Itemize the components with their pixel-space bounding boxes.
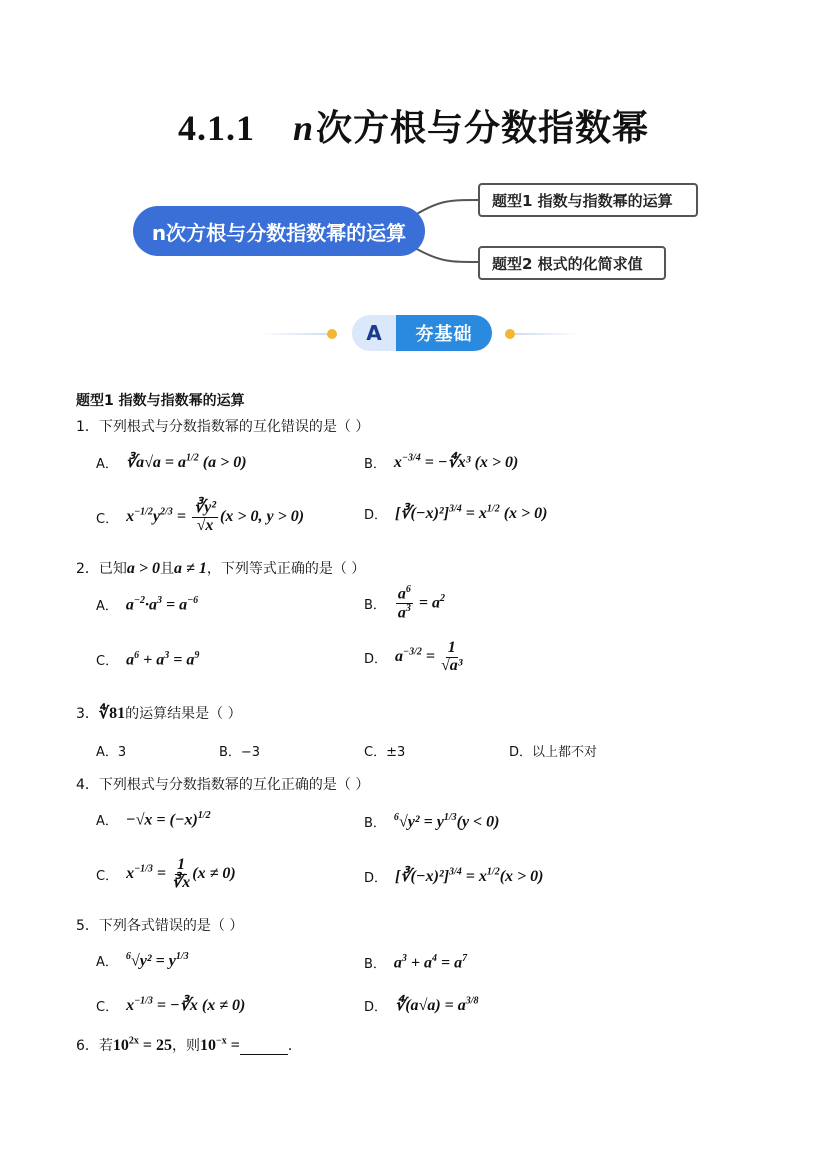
q1-c-formula: $x^{-1/2}y^{2/3}$ = $\frac{\text{∛y²}}{√x}$ (x > 0, y > 0): [126, 499, 305, 534]
banner-line-left: [258, 333, 330, 335]
section-letter: A: [352, 315, 396, 351]
mindmap-connectors: [0, 0, 827, 300]
option-label: C．: [96, 511, 119, 527]
q5-c-formula: $x^{-1/3}$ = −∛x (x ≠ 0): [126, 995, 246, 1014]
q6-eq1: $10^{2x} = 25$: [112, 1035, 173, 1054]
q3-option-b[interactable]: B．−3: [219, 745, 261, 760]
q6-eq2: $10^{-x}$ =: [200, 1035, 240, 1054]
q2-stem-b: 且: [160, 561, 175, 577]
q5-a-formula: $^6√y^2 = y^{1/3}$: [125, 951, 189, 970]
q2-d-formula: $a^{-3/2}$ = $\frac{1}{\text{√a³}}$: [395, 639, 463, 674]
question-3-stem: [76, 703, 242, 723]
q4-b-formula: $^6√y^2 = y^{1/3}(y < 0)$: [393, 812, 500, 831]
option-label: B．: [364, 957, 386, 973]
q5-option-b[interactable]: [364, 953, 467, 972]
q2-b-formula: $\frac{a^6}{a^3}$ = $a^2$: [397, 584, 446, 622]
q1-option-b[interactable]: [364, 452, 518, 472]
q1-option-c[interactable]: [96, 500, 304, 535]
q4-option-a[interactable]: [96, 810, 211, 829]
q4-option-d[interactable]: [364, 866, 543, 886]
option-label: C．: [96, 868, 119, 884]
question-6-stem: [76, 1035, 302, 1055]
q5-option-d[interactable]: [364, 995, 479, 1015]
section-heading: 题型1 指数与指数幂的运算: [76, 393, 245, 409]
option-label: A．: [96, 599, 118, 615]
section-label: 夯基础: [396, 315, 492, 351]
option-label: B．: [364, 598, 386, 614]
q6-end: ．: [287, 1038, 302, 1054]
q3-option-c[interactable]: C．±3: [364, 745, 406, 760]
q6-stem-b: ，则: [172, 1038, 201, 1054]
question-2-stem: [76, 558, 365, 578]
answer-blank[interactable]: [240, 1040, 288, 1055]
option-label: B．: [364, 816, 386, 832]
q2-option-d[interactable]: [364, 640, 465, 675]
q2-a-formula: $a^{-2}\cdot a^3 = a^{-6}$: [125, 595, 199, 614]
q4-c-formula: $x^{-1/3}$ = $\frac{1}{∛x}$ (x ≠ 0): [126, 856, 236, 891]
banner-line-right: [515, 333, 580, 335]
q5-option-c[interactable]: [96, 995, 245, 1015]
q4-option-b[interactable]: [364, 812, 499, 831]
q1-option-d[interactable]: [364, 503, 547, 523]
mindmap-branch-2: 题型2 根式的化简求值: [478, 246, 666, 280]
option-label: D．: [364, 870, 388, 886]
q3-option-d[interactable]: D．以上都不对: [509, 745, 598, 760]
q2-option-b[interactable]: [364, 585, 445, 622]
option-label: B．: [364, 456, 386, 472]
q6-stem-a: 6．若: [76, 1038, 113, 1054]
q4-a-formula: $-√x = (-x)^{1/2}$: [125, 810, 211, 829]
banner-dot-left: [327, 329, 337, 339]
q2-option-a[interactable]: [96, 595, 198, 614]
q3-radical: ∜81: [98, 705, 126, 722]
option-label: A．: [96, 814, 118, 830]
section-banner: [352, 315, 492, 351]
q2-stem-a: 2．已知: [76, 561, 127, 577]
mindmap-branch-1: 题型1 指数与指数幂的运算: [478, 183, 698, 217]
q1-b-formula: $x^{-3/4}$ = −∜x³ (x > 0): [393, 452, 519, 471]
q2-condition-1: a > 0: [126, 560, 161, 577]
question-4-stem: 4．下列根式与分数指数幂的互化正确的是（ ）: [76, 777, 370, 793]
page-title: 4.1.1 n次方根与分数指数幂: [177, 108, 650, 149]
q1-a-formula: ∛a√a = $a^{1/2}$ (a > 0): [125, 452, 247, 471]
q1-d-formula: [∛(−x)²]$^{3/4}$ = $x^{1/2}$ (x > 0): [395, 503, 548, 522]
q2-condition-2: a ≠ 1: [174, 560, 207, 577]
question-5-stem: 5．下列各式错误的是（ ）: [76, 918, 244, 934]
q2-stem-c: ，下列等式正确的是（ ）: [206, 561, 366, 577]
question-1-stem: 1．下列根式与分数指数幂的互化错误的是（ ）: [76, 419, 370, 435]
option-label: D．: [364, 651, 388, 667]
q5-d-formula: ∜(a√a) = $a^{3/8}$: [395, 995, 479, 1014]
option-label: C．: [96, 999, 119, 1015]
option-label: A．: [96, 955, 118, 971]
q4-d-formula: [∛(−x)²]$^{3/4}$ = $x^{1/2}(x > 0)$: [395, 866, 544, 885]
q1-option-a[interactable]: [96, 452, 247, 472]
q5-b-formula: $a^3 + a^4 = a^7$: [393, 953, 468, 972]
banner-dot-right: [505, 329, 515, 339]
q3-option-a[interactable]: A．3: [96, 745, 127, 760]
q5-option-a[interactable]: [96, 951, 189, 970]
option-label: C．: [96, 654, 119, 670]
q2-option-c[interactable]: [96, 650, 199, 669]
mindmap-center: n次方根与分数指数幂的运算: [133, 206, 425, 256]
q4-option-c[interactable]: [96, 857, 236, 892]
option-label: A．: [96, 456, 118, 472]
q3-stem-text: 的运算结果是（ ）: [125, 706, 242, 722]
q2-c-formula: $a^6 + a^3 = a^9$: [126, 650, 200, 669]
q3-number: 3．: [76, 706, 99, 722]
option-label: D．: [364, 999, 388, 1015]
option-label: D．: [364, 507, 388, 523]
